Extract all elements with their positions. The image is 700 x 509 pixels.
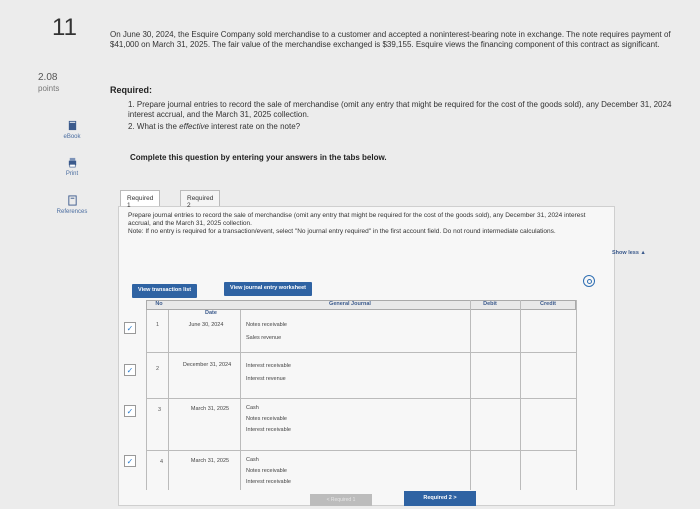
next-required-button[interactable]: Required 2 > (404, 491, 476, 506)
show-less-link[interactable]: Show less ▲ (612, 250, 646, 256)
col-no: No (155, 301, 163, 307)
grid-line (470, 300, 471, 490)
entry-date: June 30, 2024 (188, 322, 224, 328)
grid-line (240, 310, 241, 490)
book-icon (67, 120, 78, 131)
entry-number: 2 (156, 366, 160, 372)
references-label: References (56, 209, 88, 215)
requirement-2-emphasis: effective (179, 122, 209, 131)
view-journal-worksheet-button[interactable]: View journal entry worksheet (224, 282, 312, 296)
requirement-2 (128, 122, 688, 132)
panel-instructions (128, 212, 603, 236)
print-tool[interactable] (52, 157, 92, 177)
grid-line (146, 310, 147, 490)
print-icon (67, 157, 78, 168)
account-name: Sales revenue (246, 335, 282, 341)
grid-line (146, 450, 576, 451)
panel-instruction-text: Prepare journal entries to record the sale of merchandise (omit any entry that might be required for the cost of the goods sold), any December 31, 2024 interest accrual, and the March 31, 2025 collection. (128, 212, 586, 227)
account-name: Notes receivable (246, 468, 287, 474)
question-sidebar (0, 0, 100, 509)
prev-required-button[interactable]: < Required 1 (310, 494, 372, 506)
col-general-journal: General Journal (329, 301, 371, 307)
grid-line (146, 352, 576, 353)
account-name: Interest receivable (246, 363, 291, 369)
account-name: Interest receivable (246, 427, 291, 433)
requirement-1: 1. Prepare journal entries to record the sale of merchandise (omit any entry that might be required for the cost of the goods sold), any December 31, 2024 interest accrual, and the March 31, 2025 collection. (128, 100, 672, 119)
entry-number: 3 (158, 407, 162, 413)
entry-date: December 31, 2024 (182, 362, 232, 368)
row-edit-icon[interactable]: ✓ (124, 322, 136, 334)
required-heading: Required: (110, 85, 153, 95)
points-box (38, 72, 59, 94)
grid-line (520, 300, 521, 490)
tab-required-1[interactable]: Required 1 (120, 190, 160, 206)
references-icon (67, 195, 78, 206)
row-edit-icon[interactable]: ✓ (124, 364, 136, 376)
account-name: Notes receivable (246, 416, 287, 422)
requirement-2-prefix: 2. What is the (128, 122, 180, 131)
grid-line (168, 310, 169, 490)
entry-date: March 31, 2025 (190, 458, 230, 464)
problem-intro: On June 30, 2024, the Esquire Company sold merchandise to a customer and accepted a noninterest-bearing note in exchange. The note requires payment of $41,000 on March 31, 2025. The fair value of the merchandise exchanged is $39,155. Esquire views the financing component of this contract as significant. (110, 30, 671, 49)
col-credit: Credit (540, 301, 556, 307)
entry-date: March 31, 2025 (190, 406, 230, 412)
ebook-label: eBook (63, 134, 81, 140)
col-date: Date (205, 310, 217, 316)
entry-number: 1 (156, 322, 160, 328)
account-name: Cash (246, 405, 259, 411)
panel-note-text: Note: If no entry is required for a transaction/event, select "No journal entry required" in the first account field. Do not round intermediate calculations. (128, 228, 556, 235)
ebook-tool[interactable] (52, 120, 92, 140)
question-number: 11 (52, 14, 77, 41)
view-transaction-list-button[interactable]: View transaction list (132, 284, 197, 298)
row-edit-icon[interactable]: ✓ (124, 455, 136, 467)
close-icon[interactable] (583, 275, 595, 287)
account-name: Interest revenue (246, 376, 286, 382)
account-name: Notes receivable (246, 322, 287, 328)
entry-number: 4 (160, 459, 164, 465)
row-edit-icon[interactable]: ✓ (124, 405, 136, 417)
col-debit: Debit (483, 301, 497, 307)
grid-line (146, 398, 576, 399)
requirements-list (128, 100, 688, 134)
grid-line (576, 300, 577, 490)
account-name: Cash (246, 457, 259, 463)
print-label: Print (65, 171, 79, 177)
points-value: 2.08 (38, 72, 58, 83)
tab-required-2[interactable]: Required 2 (180, 190, 220, 206)
account-name: Interest receivable (246, 479, 291, 485)
points-label: points (38, 84, 60, 93)
references-tool[interactable] (52, 195, 92, 215)
requirement-2-suffix: interest rate on the note? (208, 122, 301, 131)
complete-instruction: Complete this question by entering your answers in the tabs below. (130, 153, 387, 162)
